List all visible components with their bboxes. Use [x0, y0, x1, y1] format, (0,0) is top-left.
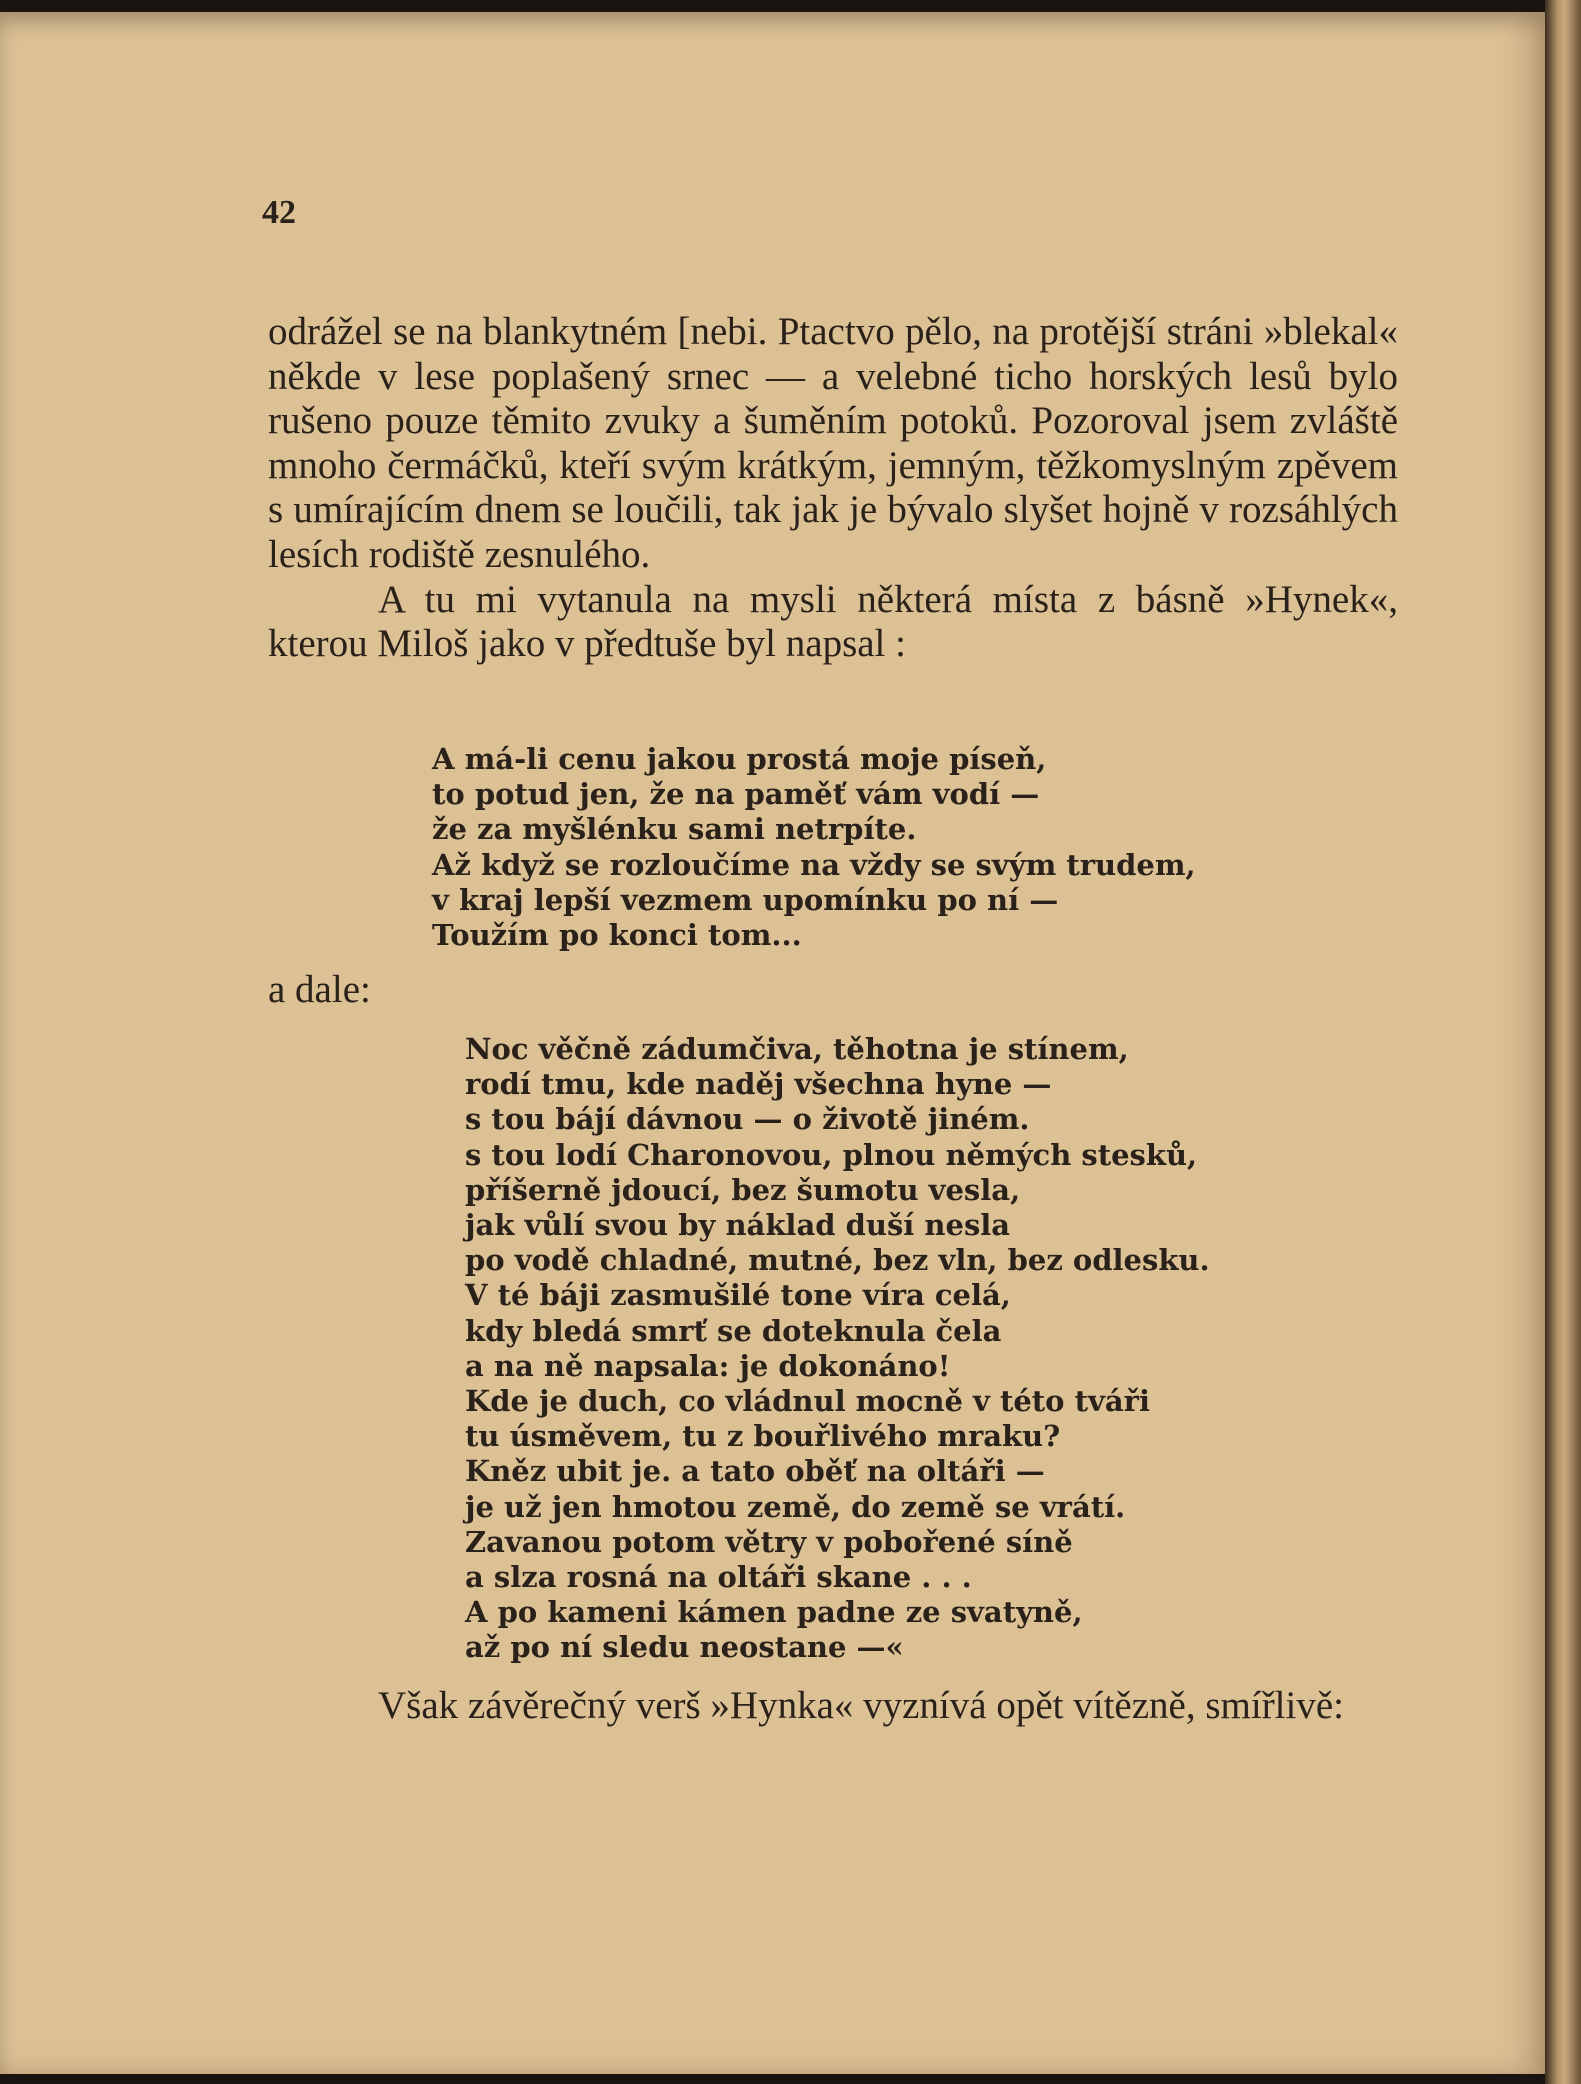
- verse-line: po vodě chladné, mutné, bez vln, bez odlesku.: [465, 1243, 1210, 1278]
- book-spine-edge: [1545, 0, 1581, 2084]
- verse-line: Toužím po konci tom...: [432, 918, 802, 953]
- prose-block: [268, 310, 1398, 667]
- verse-line: a slza rosná na oltáři skane . . .: [465, 1560, 972, 1595]
- verse-line: A má-li cenu jakou prostá moje píseň,: [432, 742, 1047, 776]
- book-page: [0, 12, 1545, 2074]
- verse-line: kdy bledá smrť se doteknula čela: [465, 1313, 1002, 1348]
- verse-line: Až když se rozloučíme na vždy se svým trudem,: [432, 847, 1196, 882]
- verse-line: příšerně jdoucí, bez šumotu vesla,: [465, 1172, 1021, 1207]
- verse-line: Noc věčně zádumčiva, těhotna je stínem,: [465, 1032, 1129, 1066]
- verse-line: a na ně napsala: je dokonáno!: [465, 1348, 951, 1383]
- prose-paragraph-2: A tu mi vytanula na mysli některá místa z básně »Hynek«, kterou Miloš jako v předtuše byl napsal :: [268, 577, 1398, 666]
- verse-line: je už jen hmotou země, do země se vrátí.: [465, 1489, 1126, 1524]
- verse-quote-1: [432, 742, 1196, 953]
- verse-line: Kněz ubit je. a tato oběť na oltáři —: [465, 1454, 1045, 1489]
- verse-line: že za myšlénku sami netrpíte.: [432, 812, 917, 847]
- verse-quote-2: [465, 1032, 1210, 1666]
- verse-line: V té báji zasmušilé tone víra celá,: [465, 1278, 1011, 1313]
- verse-line: tu úsměvem, tu z bouřlivého mraku?: [465, 1419, 1061, 1454]
- verse-line: až po ní sledu neostane —«: [465, 1630, 904, 1665]
- verse-line: to potud jen, že na paměť vám vodí —: [432, 777, 1040, 812]
- verse-line: jak vůlí svou by náklad duší nesla: [465, 1208, 1011, 1243]
- closing-block: [268, 1684, 1398, 1729]
- verse-line: s tou bájí dávnou — o životě jiném.: [465, 1102, 1030, 1137]
- verse-line: v kraj lepší vezmem upomínku po ní —: [432, 882, 1059, 917]
- verse-line: rodí tmu, kde naděj všechna hyne —: [465, 1067, 1052, 1102]
- page-number: 42: [262, 194, 296, 231]
- verse-line: s tou lodí Charonovou, plnou němých stesků,: [465, 1137, 1198, 1172]
- connector-text: a dale:: [268, 968, 371, 1011]
- closing-paragraph: Však závěrečný verš »Hynka« vyznívá opět vítězně, smířlivě:: [378, 1684, 1344, 1727]
- verse-line: Kde je duch, co vládnul mocně v této tváři: [465, 1384, 1150, 1419]
- verse-line: A po kameni kámen padne ze svatyně,: [465, 1595, 1083, 1630]
- prose-paragraph-1: odrážel se na blankytném [nebi. Ptactvo pělo, na protější stráni »blekal« někde v lese poplašený srnec — a velebné ticho horských lesů bylo rušeno pouze těmito zvuky a šuměním potoků. Pozoroval jsem zvláště mnoho čermáčků, kteří svým krátkým, jemným, těžkomyslným zpěvem s umírajícím dnem se loučili, tak jak je bývalo slyšet hojně v rozsáhlých lesích rodiště zesnulého.: [268, 310, 1398, 576]
- verse-line: Zavanou potom větry v pobořené síně: [465, 1524, 1073, 1559]
